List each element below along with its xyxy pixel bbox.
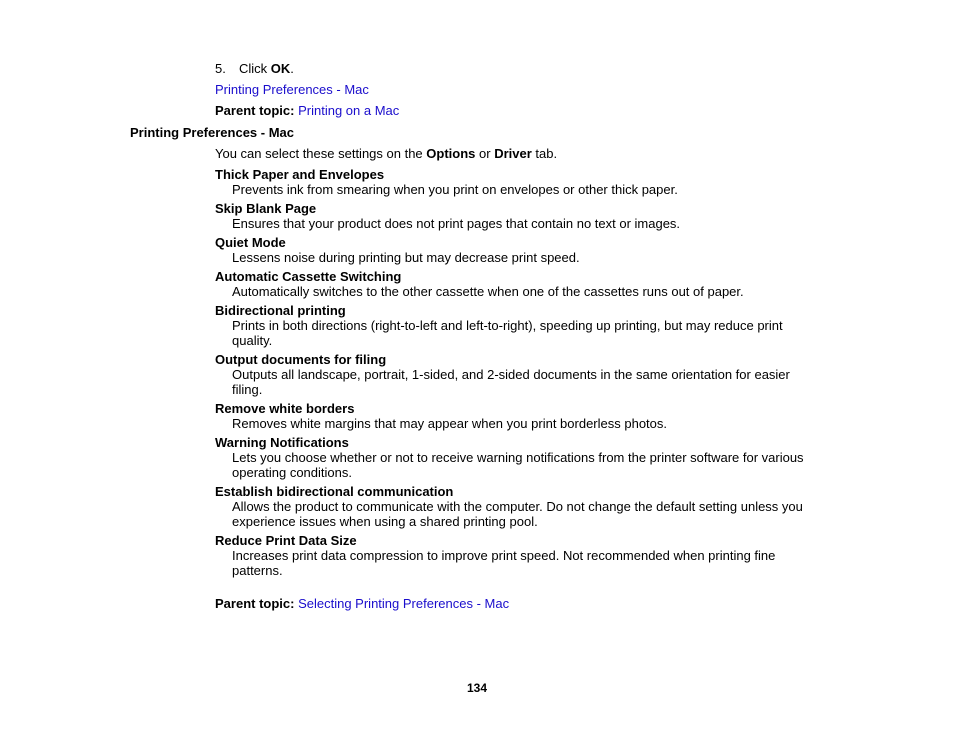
- step-number: 5.: [215, 61, 226, 76]
- page-number: 134: [466, 681, 488, 695]
- setting-name: Reduce Print Data Size: [215, 533, 357, 548]
- step-5: [215, 61, 294, 77]
- setting-item: [215, 352, 815, 397]
- setting-name: Thick Paper and Envelopes: [215, 167, 385, 182]
- setting-name: Bidirectional printing: [215, 303, 346, 318]
- setting-item: [215, 303, 815, 348]
- setting-item: [215, 201, 815, 231]
- setting-description: Automatically switches to the other cassette when one of the cassettes runs out of paper.: [232, 284, 744, 299]
- intro-text-3: tab.: [531, 146, 558, 161]
- setting-description: Prints in both directions (right-to-left and left-to-right), speeding up printing, but may reduce print quality.: [232, 318, 783, 348]
- setting-description: Removes white margins that may appear when you print borderless photos.: [232, 416, 667, 431]
- setting-item: [215, 484, 815, 529]
- printing-on-a-mac-link[interactable]: Printing on a Mac: [298, 103, 400, 118]
- setting-name: Establish bidirectional communication: [215, 484, 454, 499]
- setting-name: Remove white borders: [215, 401, 355, 416]
- setting-name: Quiet Mode: [215, 235, 286, 250]
- parent-topic-label: Parent topic:: [215, 103, 295, 118]
- setting-description: Lessens noise during printing but may decrease print speed.: [232, 250, 580, 265]
- setting-item: [215, 235, 815, 265]
- setting-description: Outputs all landscape, portrait, 1-sided, and 2-sided documents in the same orientation for easier filing.: [232, 367, 790, 397]
- setting-item: [215, 167, 815, 197]
- setting-description: Allows the product to communicate with the computer. Do not change the default setting unless you experience issues when using a shared printing pool.: [232, 499, 803, 529]
- intro-options-tab: Options: [426, 146, 476, 161]
- setting-item: [215, 435, 815, 480]
- setting-name: Output documents for filing: [215, 352, 387, 367]
- setting-description: Ensures that your product does not print pages that contain no text or images.: [232, 216, 681, 231]
- setting-name: Automatic Cassette Switching: [215, 269, 402, 284]
- setting-description: Lets you choose whether or not to receive warning notifications from the printer software for various operating conditions.: [232, 450, 804, 480]
- intro-paragraph: [215, 146, 557, 162]
- setting-item: [215, 533, 815, 578]
- setting-item: [215, 269, 815, 299]
- parent-topic-label: Parent topic:: [215, 596, 295, 611]
- step-text-after: .: [290, 61, 294, 76]
- intro-driver-tab: Driver: [494, 146, 532, 161]
- printing-preferences-mac-link[interactable]: Printing Preferences - Mac: [215, 82, 369, 97]
- intro-text-2: or: [475, 146, 495, 161]
- setting-description: Increases print data compression to improve print speed. Not recommended when printing fine patterns.: [232, 548, 776, 578]
- intro-text-1: You can select these settings on the: [215, 146, 427, 161]
- setting-item: [215, 401, 815, 431]
- parent-topic-2: [215, 596, 509, 612]
- step-text-before: Click: [239, 61, 271, 76]
- section-title: Printing Preferences - Mac: [130, 125, 294, 140]
- parent-topic-1: [215, 103, 399, 119]
- setting-name: Warning Notifications: [215, 435, 349, 450]
- step-ok-label: OK: [270, 61, 291, 76]
- setting-name: Skip Blank Page: [215, 201, 317, 216]
- settings-list: [215, 167, 815, 582]
- selecting-printing-preferences-mac-link[interactable]: Selecting Printing Preferences - Mac: [298, 596, 510, 611]
- setting-description: Prevents ink from smearing when you print on envelopes or other thick paper.: [232, 182, 678, 197]
